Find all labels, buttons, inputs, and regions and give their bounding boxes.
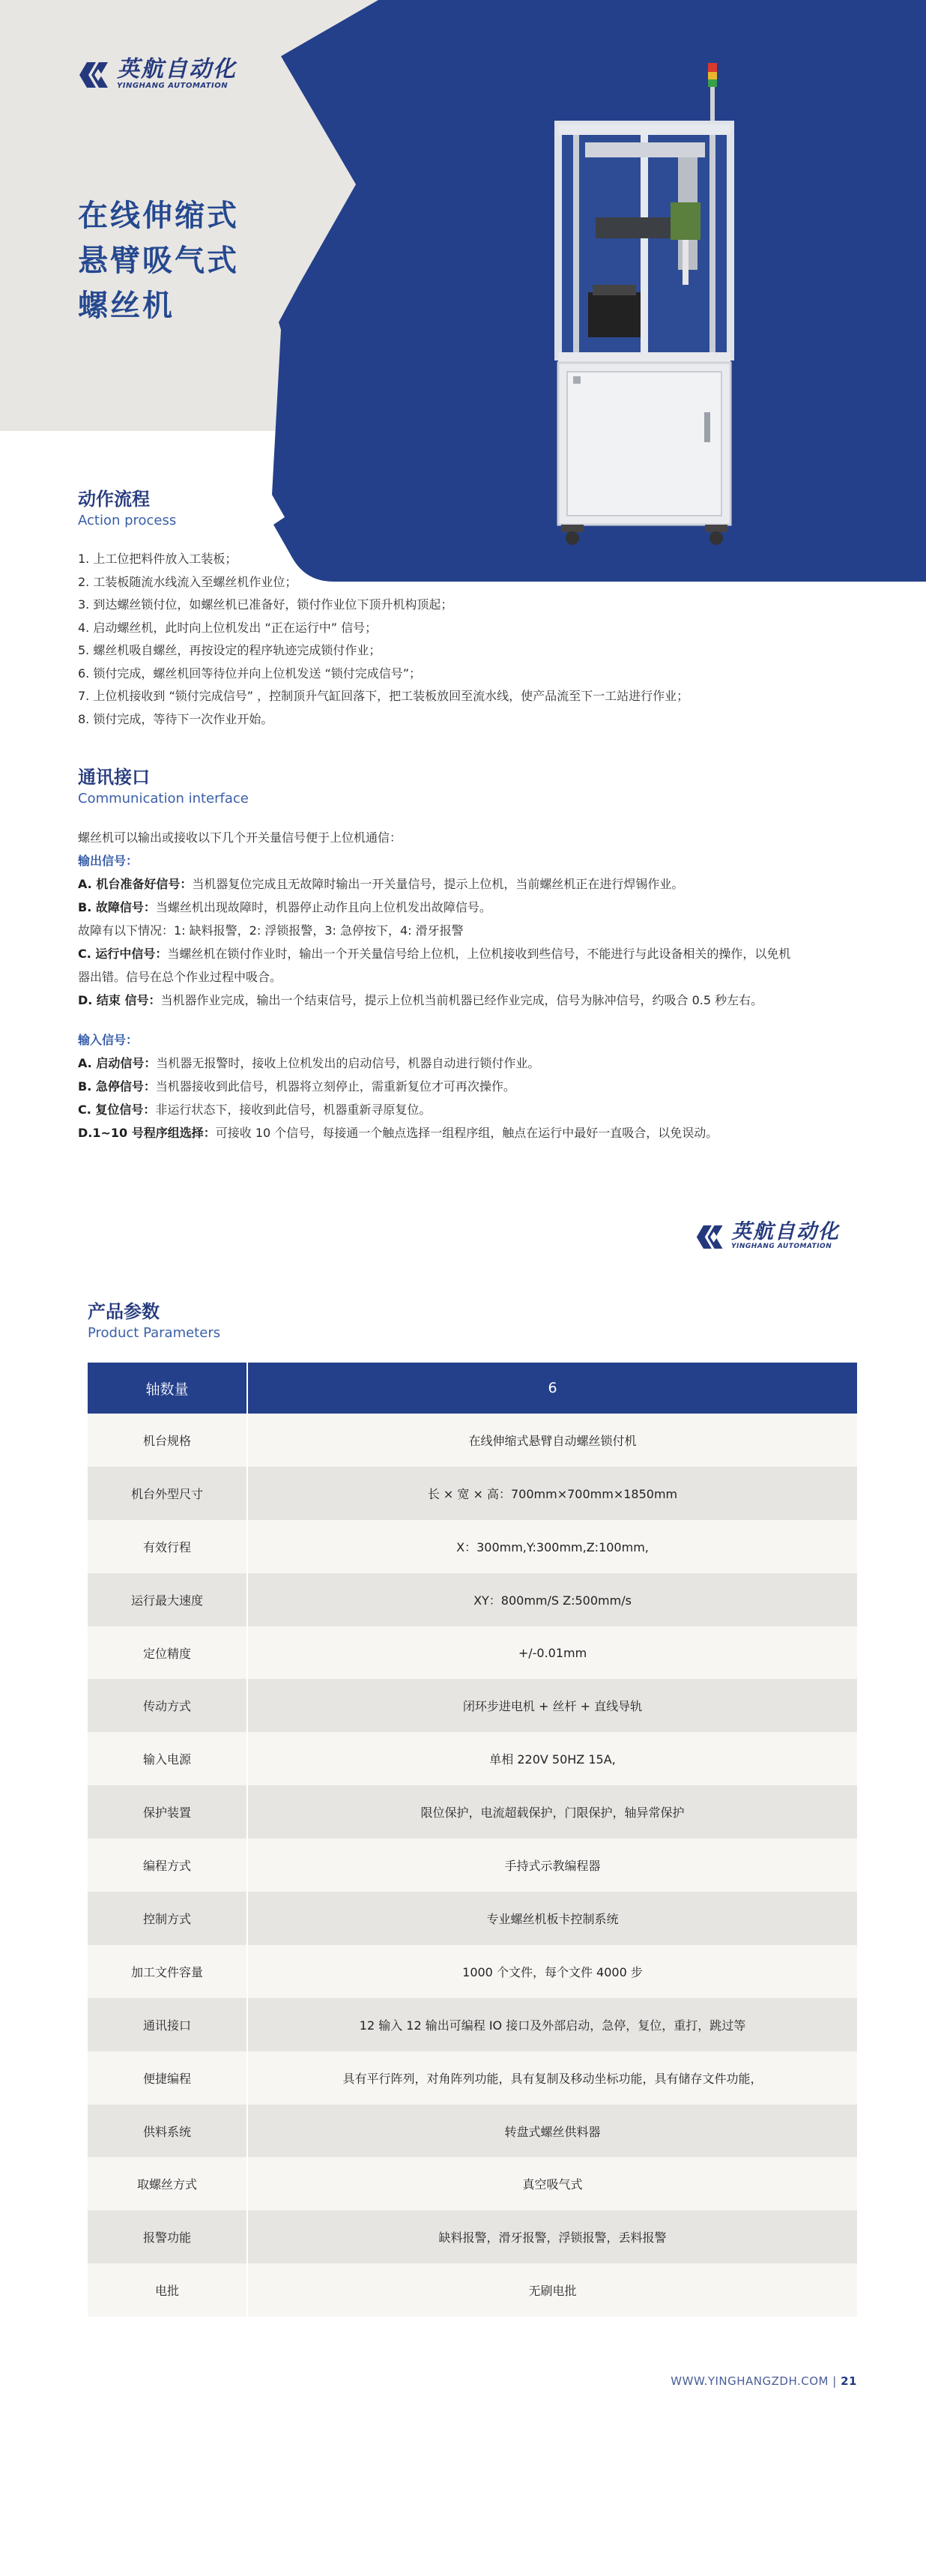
params-value: XY：800mm/S Z:500mm/s: [247, 1573, 857, 1626]
output-signal-c-cont: 器出错。信号在总个作业过程中吸合。: [78, 970, 282, 984]
params-label: 机台外型尺寸: [88, 1467, 247, 1520]
output-signal-a: [78, 872, 872, 896]
params-row: [88, 1732, 857, 1785]
brand-name-en: YINGHANG AUTOMATION: [117, 82, 229, 90]
page-title: [78, 193, 239, 328]
params-label: 编程方式: [88, 1839, 247, 1892]
comm-body: [78, 826, 872, 1144]
params-row: [88, 1998, 857, 2051]
action-step: 1. 上工位把料件放入工装板；: [78, 552, 237, 566]
input-signal-b: [78, 1075, 872, 1098]
params-value: 专业螺丝机板卡控制系统: [247, 1892, 857, 1945]
input-signals-title: 输入信号：: [78, 1033, 139, 1047]
params-row: [88, 2263, 857, 2317]
params-value: 在线伸缩式悬臂自动螺丝锁付机: [247, 1414, 857, 1467]
signal-text: 当机器复位完成且无故障时输出一开关量信号，提示上位机，当前螺丝机正在进行焊锡作业。: [192, 877, 684, 891]
params-row: [88, 1520, 857, 1573]
params-label: 加工文件容量: [88, 1945, 247, 1998]
params-row: [88, 2105, 857, 2158]
params-heading: [88, 1300, 220, 1343]
page-number: 21: [841, 2374, 857, 2388]
signal-key: D. 结束 信号：: [78, 993, 161, 1007]
action-process-title-en: Action process: [78, 513, 177, 528]
params-label: 机台规格: [88, 1414, 247, 1467]
params-value: 1000 个文件，每个文件 4000 步: [247, 1945, 857, 1998]
action-step: 2. 工装板随流水线流入至螺丝机作业位；: [78, 574, 297, 589]
signal-key: D.1~10 号程序组选择：: [78, 1126, 216, 1140]
output-signal-d: [78, 989, 872, 1012]
params-row: [88, 1839, 857, 1892]
input-signal-c: [78, 1098, 872, 1121]
brand-logo-icon: [78, 61, 112, 89]
output-signals-title: 输出信号：: [78, 854, 139, 868]
params-label: 运行最大速度: [88, 1573, 247, 1626]
fault-cases: 故障有以下情况：1: 缺料报警，2: 浮锁报警，3: 急停按下，4: 滑牙报警: [78, 923, 464, 938]
brand-name-cn: 英航自动化: [731, 1220, 840, 1243]
params-header-row: [88, 1363, 857, 1414]
params-value: 闭环步进电机 + 丝杆 + 直线导轨: [247, 1679, 857, 1732]
signal-key: B. 故障信号：: [78, 900, 156, 914]
params-header-label: 轴数量: [88, 1363, 247, 1414]
params-value: 缺料报警，滑牙报警，浮锁报警，丢料报警: [247, 2210, 857, 2263]
input-signal-d: [78, 1121, 872, 1144]
params-row: [88, 1892, 857, 1945]
footer-separator: |: [832, 2374, 837, 2388]
params-value: 长 × 宽 × 高：700mm×700mm×1850mm: [247, 1467, 857, 1520]
params-label: 传动方式: [88, 1679, 247, 1732]
params-row: [88, 1945, 857, 1998]
params-title-cn: 产品参数: [88, 1301, 160, 1322]
params-value: 单相 220V 50HZ 15A,: [247, 1732, 857, 1785]
output-signal-b: [78, 896, 872, 919]
params-value: 无刷电批: [247, 2263, 857, 2317]
action-steps-list: [78, 548, 689, 731]
signal-key: A. 机台准备好信号：: [78, 877, 193, 891]
params-title-en: Product Parameters: [88, 1325, 221, 1341]
title-line-1: 在线伸缩式: [78, 199, 239, 233]
params-value: X：300mm,Y:300mm,Z:100mm,: [247, 1520, 857, 1573]
comm-title-cn: 通讯接口: [78, 767, 150, 788]
signal-text: 当机器接收到此信号，机器将立刻停止，需重新复位才可再次操作。: [155, 1079, 515, 1094]
params-label: 供料系统: [88, 2105, 247, 2158]
action-process-title-cn: 动作流程: [78, 489, 150, 510]
output-signal-c: [78, 942, 872, 965]
params-value: +/-0.01mm: [247, 1626, 857, 1680]
params-row: [88, 1785, 857, 1839]
params-row: [88, 1414, 857, 1467]
action-step: 6. 锁付完成，螺丝机回等待位并向上位机发送 “锁付完成信号”；: [78, 666, 422, 681]
params-label: 保护装置: [88, 1785, 247, 1839]
params-row: [88, 1626, 857, 1680]
params-value: 限位保护，电流超载保护，门限保护，轴异常保护: [247, 1785, 857, 1839]
params-value: 真空吸气式: [247, 2157, 857, 2210]
action-step: 8. 锁付完成，等待下一次作业开始。: [78, 711, 273, 726]
signal-text: 当机器作业完成，输出一个结束信号，提示上位机当前机器已经作业完成，信号为脉冲信号，约吸合 0.5 秒左右。: [160, 993, 763, 1007]
comm-title-en: Communication interface: [78, 791, 249, 806]
params-label: 取螺丝方式: [88, 2157, 247, 2210]
footer-url: WWW.YINGHANGZDH.COM: [671, 2374, 829, 2388]
input-signal-a: [78, 1052, 872, 1075]
comm-intro: 螺丝机可以输出或接收以下几个开关量信号便于上位机通信：: [78, 830, 402, 845]
action-step: 7. 上位机接收到 “锁付完成信号” ，控制顶升气缸回落下，把工装板放回至流水线，使产品流至下一工站进行作业；: [78, 689, 689, 703]
params-row: [88, 1467, 857, 1520]
action-step: 4. 启动螺丝机，此时向上位机发出 “正在运行中” 信号；: [78, 620, 378, 635]
page-footer: [671, 2374, 857, 2388]
title-line-2: 悬臂吸气式: [78, 244, 239, 278]
action-process-heading: [78, 487, 176, 531]
signal-key: B. 急停信号：: [78, 1079, 156, 1094]
signal-key: A. 启动信号：: [78, 1056, 157, 1070]
params-label: 有效行程: [88, 1520, 247, 1573]
brand-logo-icon: [695, 1224, 727, 1250]
params-value: 具有平行阵列，对角阵列功能，具有复制及移动坐标功能，具有储存文件功能，: [247, 2051, 857, 2105]
params-row: [88, 1573, 857, 1626]
params-row: [88, 1679, 857, 1732]
params-value: 12 输入 12 输出可编程 IO 接口及外部启动，急停，复位，重打，跳过等: [247, 1998, 857, 2051]
comm-heading: [78, 765, 249, 809]
signal-key: C. 复位信号：: [78, 1103, 156, 1117]
machine-illustration: [551, 60, 738, 547]
params-label: 定位精度: [88, 1626, 247, 1680]
action-step: 3. 到达螺丝锁付位，如螺丝机已准备好，锁付作业位下顶升机构顶起；: [78, 597, 453, 612]
params-row: [88, 2210, 857, 2263]
brand-logo-mid: [695, 1222, 840, 1252]
params-label: 报警功能: [88, 2210, 247, 2263]
params-value: 转盘式螺丝供料器: [247, 2105, 857, 2158]
action-step: 5. 螺丝机吸自螺丝，再按设定的程序轨迹完成锁付作业；: [78, 643, 381, 657]
params-label: 输入电源: [88, 1732, 247, 1785]
signal-text: 当螺丝机在锁付作业时，输出一个开关量信号给上位机，上位机接收到些信号，不能进行与此设备相关的操作，以免机: [167, 947, 791, 961]
params-label: 通讯接口: [88, 1998, 247, 2051]
brand-name-en: YINGHANG AUTOMATION: [731, 1243, 832, 1250]
params-row: [88, 2157, 857, 2210]
params-row: [88, 2051, 857, 2105]
params-label: 电批: [88, 2263, 247, 2317]
signal-text: 可接收 10 个信号，每接通一个触点选择一组程序组，触点在运行中最好一直吸合，以免误动。: [215, 1126, 718, 1140]
brand-name-cn: 英航自动化: [117, 56, 237, 82]
params-table: [88, 1363, 857, 2317]
params-value: 手持式示教编程器: [247, 1839, 857, 1892]
brand-logo-top: [78, 58, 237, 91]
params-label: 控制方式: [88, 1892, 247, 1945]
signal-text: 当机器无报警时，接收上位机发出的启动信号，机器自动进行锁付作业。: [156, 1056, 540, 1070]
params-label: 便捷编程: [88, 2051, 247, 2105]
title-line-3: 螺丝机: [78, 289, 175, 323]
signal-key: C. 运行中信号：: [78, 947, 168, 961]
params-header-value: 6: [247, 1363, 857, 1414]
signal-text: 当螺丝机出现故障时，机器停止动作且向上位机发出故障信号。: [155, 900, 491, 914]
signal-text: 非运行状态下，接收到此信号，机器重新寻原复位。: [155, 1103, 432, 1117]
